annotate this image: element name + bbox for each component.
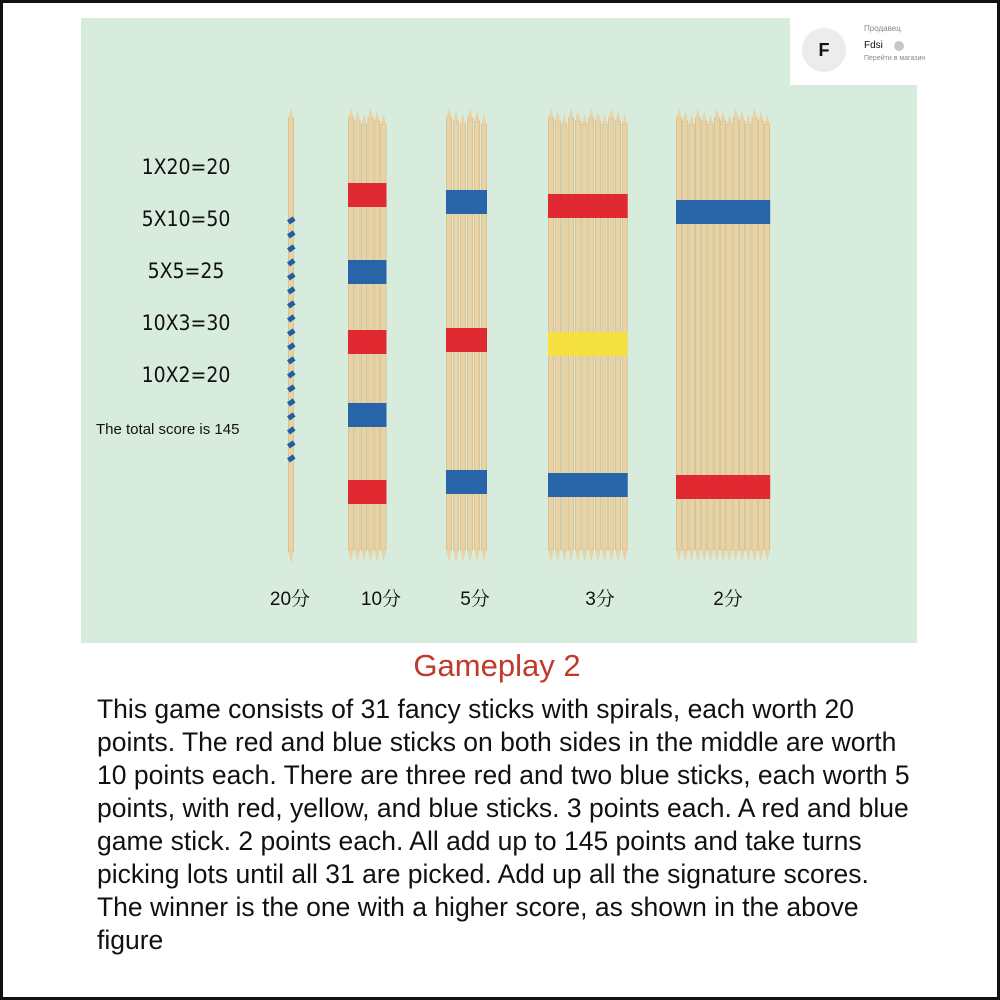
stick-tip [758, 111, 763, 121]
stick-tip [702, 111, 707, 121]
stick-tip [609, 550, 614, 562]
stick-tip [348, 550, 353, 562]
stick-tip [589, 108, 594, 118]
stick-tip [348, 108, 353, 118]
stick-tip [739, 550, 744, 562]
stick-tip [727, 114, 732, 124]
stick-group-label: 20分 [269, 589, 311, 610]
stick-tip [752, 550, 757, 562]
stick-tip [602, 114, 607, 124]
stick-tip [708, 550, 713, 562]
total-score-text: The total score is 145 [96, 421, 240, 438]
section-title: Gameplay 2 [413, 648, 581, 683]
stick-tip [562, 114, 567, 124]
stick-tip [758, 550, 763, 562]
stick-tip [446, 550, 451, 562]
seller-card[interactable] [790, 18, 926, 85]
color-stripe [676, 475, 770, 499]
stick-tip [683, 550, 688, 562]
stick-group-label: 5分 [460, 589, 490, 610]
color-stripe [548, 473, 628, 497]
stick-tip [602, 550, 607, 562]
stick-tip [589, 550, 594, 562]
stick-tip [609, 108, 614, 118]
score-line: 5X10=50 [141, 207, 231, 231]
stick-tip [727, 550, 732, 562]
stick-tip [575, 111, 580, 121]
stick-tip [695, 550, 700, 562]
stick-tip [721, 550, 726, 562]
stick-tip [381, 114, 386, 124]
stick-tip [381, 550, 386, 562]
stick-tip [739, 111, 744, 121]
stick-tip [708, 114, 713, 124]
stick-group-label: 2分 [713, 589, 743, 610]
stick-tip [453, 550, 458, 562]
store-link[interactable]: Перейти в магазин [864, 55, 926, 62]
color-stripe [348, 330, 387, 354]
stick-tip [374, 111, 379, 121]
stick-tip [765, 114, 770, 124]
stick-tip [689, 114, 694, 124]
score-line: 10X3=30 [141, 311, 231, 335]
stick-tip [474, 550, 479, 562]
stick-tip [368, 108, 373, 118]
stick-tip [481, 550, 486, 562]
stick-tip [733, 108, 738, 118]
stick-tip [569, 108, 574, 118]
stick-tip [752, 108, 757, 118]
stick-tip [562, 550, 567, 562]
stick-tip [361, 550, 366, 562]
color-stripe [348, 403, 387, 427]
stick-tip [765, 550, 770, 562]
stick-tip [695, 108, 700, 118]
stick-tip [481, 114, 486, 124]
stick-tip [548, 550, 553, 562]
stick-tip [733, 550, 738, 562]
stick-tip [288, 108, 293, 118]
stick-tip [714, 108, 719, 118]
seller-name[interactable]: Fdsi [864, 40, 883, 51]
stick-tip [474, 111, 479, 121]
stick-tip [676, 550, 681, 562]
score-line: 5X5=25 [147, 259, 225, 283]
stick-tip [746, 114, 751, 124]
stick-tip [368, 550, 373, 562]
stick-tip [555, 550, 560, 562]
seller-role-label: Продавец [864, 24, 901, 33]
stick-tip [676, 108, 681, 118]
color-stripe [548, 194, 628, 218]
stick-tip [467, 550, 472, 562]
stick-tip [615, 550, 620, 562]
stick-tip [446, 108, 451, 118]
stick-tip [355, 550, 360, 562]
stick-group-label: 10分 [360, 589, 402, 610]
color-stripe [446, 190, 487, 214]
score-line: 10X2=20 [141, 363, 231, 387]
stick-tip [575, 550, 580, 562]
color-stripe [676, 200, 770, 224]
verified-icon [894, 41, 904, 51]
color-stripe [446, 328, 487, 352]
stick-tip [702, 550, 707, 562]
stick-tip [721, 111, 726, 121]
stick-tip [683, 111, 688, 121]
stick-tip [460, 114, 465, 124]
stick-tip [595, 111, 600, 121]
stick-tip [467, 108, 472, 118]
color-stripe [348, 480, 387, 504]
stick-tip [582, 114, 587, 124]
stick-tip [355, 111, 360, 121]
stick-tip [460, 550, 465, 562]
stick-tip [615, 111, 620, 121]
stick-tip [689, 550, 694, 562]
color-stripe [548, 332, 628, 356]
stick-tip [746, 550, 751, 562]
stick-tip [374, 550, 379, 562]
color-stripe [348, 183, 387, 207]
description-text: This game consists of 31 fancy sticks with spirals, each worth 20 points. The red and blue sticks on both sides in the middle are worth 10 points each. There are three red and two blue sticks, each worth 5 points, with red, yellow, and blue sticks. 3 points each. A red and blue game stick. 2 points each. All add up to 145 points and take turns picking lots until all 31 are picked. Add up all the signature scores. The winner is the one with a higher score, as shown in the above figure [97, 694, 910, 955]
color-stripe [446, 470, 487, 494]
stick-tip [569, 550, 574, 562]
stick-tip [714, 550, 719, 562]
score-line: 1X20=20 [141, 155, 231, 179]
stick-group-label: 3分 [585, 589, 615, 610]
color-stripe [348, 260, 387, 284]
stick-tip [622, 550, 627, 562]
stick-tip [548, 108, 553, 118]
stick-tip [595, 550, 600, 562]
stick-tip [288, 552, 293, 564]
product-photo [81, 18, 917, 643]
stick-tip [555, 111, 560, 121]
stick-tip [622, 114, 627, 124]
stick-tip [361, 114, 366, 124]
seller-avatar[interactable]: F [802, 28, 846, 72]
stick-tip [582, 550, 587, 562]
stick-tip [453, 111, 458, 121]
